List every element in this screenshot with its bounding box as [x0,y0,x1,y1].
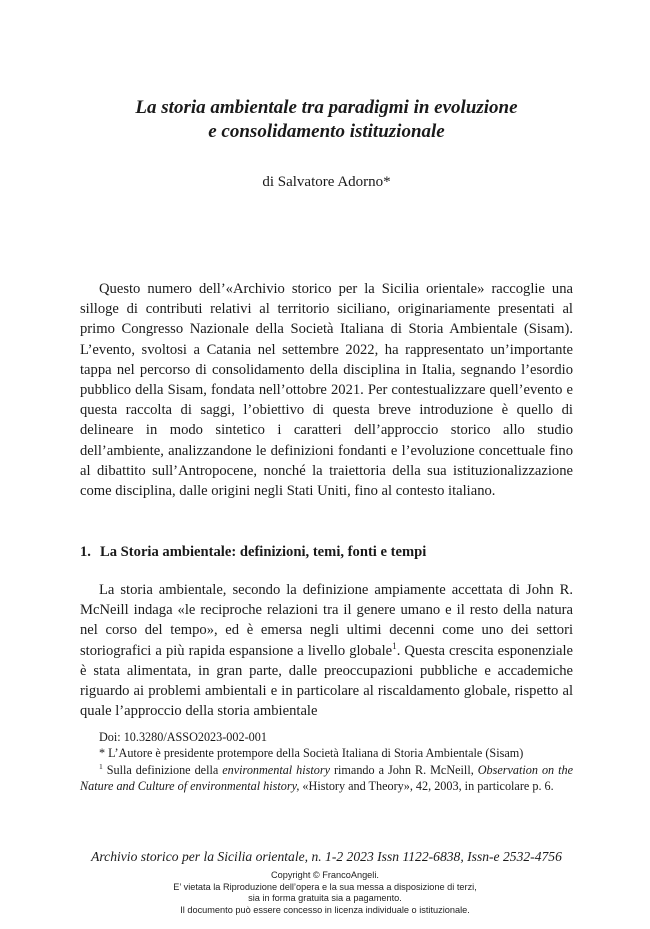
copyright-line-2: E’ vietata la Riproduzione dell’opera e la sua messa a disposizione di terzi, [173,881,477,892]
section-body-paragraph [80,580,573,721]
copyright-line-4: Il documento può essere concesso in licenza individuale o istituzionale. [180,904,470,915]
footnote-1-text-b: rimando a John R. McNeill, [330,762,478,777]
article-author: di Salvatore Adorno* [262,174,391,190]
body-text-part-1: La storia ambientale, secondo la definizione ampiamente accettata di John R. McNeill indaga «le reciproche relazioni tra il genere umano e il resto della natura nel corso del tempo», ed è emersa negli ultimi decenni come uno dei settori storiografici a più rapida espansione a livello globale [80,582,573,659]
section-number: 1. [80,544,91,560]
copyright-line-1: Copyright © FrancoAngeli. [271,870,379,880]
copyright-line-3: sia in forma gratuita sia a pagamento. [248,893,402,904]
footnotes-block [80,729,573,795]
footnote-1-italic-b: Observation on the Nature and Culture of environmental history, [80,762,574,794]
doi-note: Doi: 10.3280/ASSO2023-002-001 [99,730,267,744]
section-heading [80,542,573,562]
footnote-1-marker: 1 [99,761,103,771]
copyright-notice [0,870,650,916]
footnote-1-italic-a: environmental history [222,762,331,777]
journal-citation-line: Archivio storico per la Sicilia orientale, n. 1-2 2023 Issn 1122-6838, Issn-e 2532-4756 [91,849,562,864]
intro-paragraph: Questo numero dell’«Archivio storico per la Sicilia orientale» raccoglie una silloge di contributi relativi al territorio siciliano, originariamente presentati al primo Congresso Nazionale della Società Italiana di Storia Ambientale (Sisam). L’evento, svoltosi a Catania nel settembre 2022, ha rappresentato un’importante tappa nel percorso di consolidamento della disciplina in Italia, segnando l’esordio pubblico della Sisam, fondata nell’ottobre 2021. Per contestualizzare quell’evento e questa raccolta di saggi, l’obiettivo di questa breve introduzione è quello di delineare in modo sintetico i caratteri dell’approccio storico allo studio dell’ambiente, analizzandone le definizioni fondanti e l’evoluzione concettuale fino al dibattito sull’Antropocene, nonché la traiettoria della sua istituzionalizzazione come disciplina, dalle origini negli Stati Uniti, fino al contesto italiano. [80,281,573,500]
section-title: La Storia ambientale: definizioni, temi, fonti e tempi [100,544,427,560]
footnote-1-text-a: Sulla definizione della [102,762,223,777]
footnote-1 [80,762,573,795]
document-page [80,0,573,929]
article-title-line-1: La storia ambientale tra paradigmi in evoluzione [135,97,518,118]
footnote-1-text-c: «History and Theory», 42, 2003, in particolare p. 6. [299,779,554,794]
author-footnote: * L’Autore è presidente protempore della Società Italiana di Storia Ambientale (Sisam) [99,746,524,761]
footnote-reference[interactable]: 1 [392,640,397,651]
article-title [80,96,573,144]
article-title-line-2: e consolidamento istituzionale [208,121,445,142]
body-text-part-2: . Questa crescita esponenziale è stata alimentata, in gran parte, dalle preoccupazioni pubbliche e accademiche riguardo ai problemi ambientali e in particolare al riscaldamento globale, rispetto al quale l’approccio della storia ambientale [80,642,573,720]
